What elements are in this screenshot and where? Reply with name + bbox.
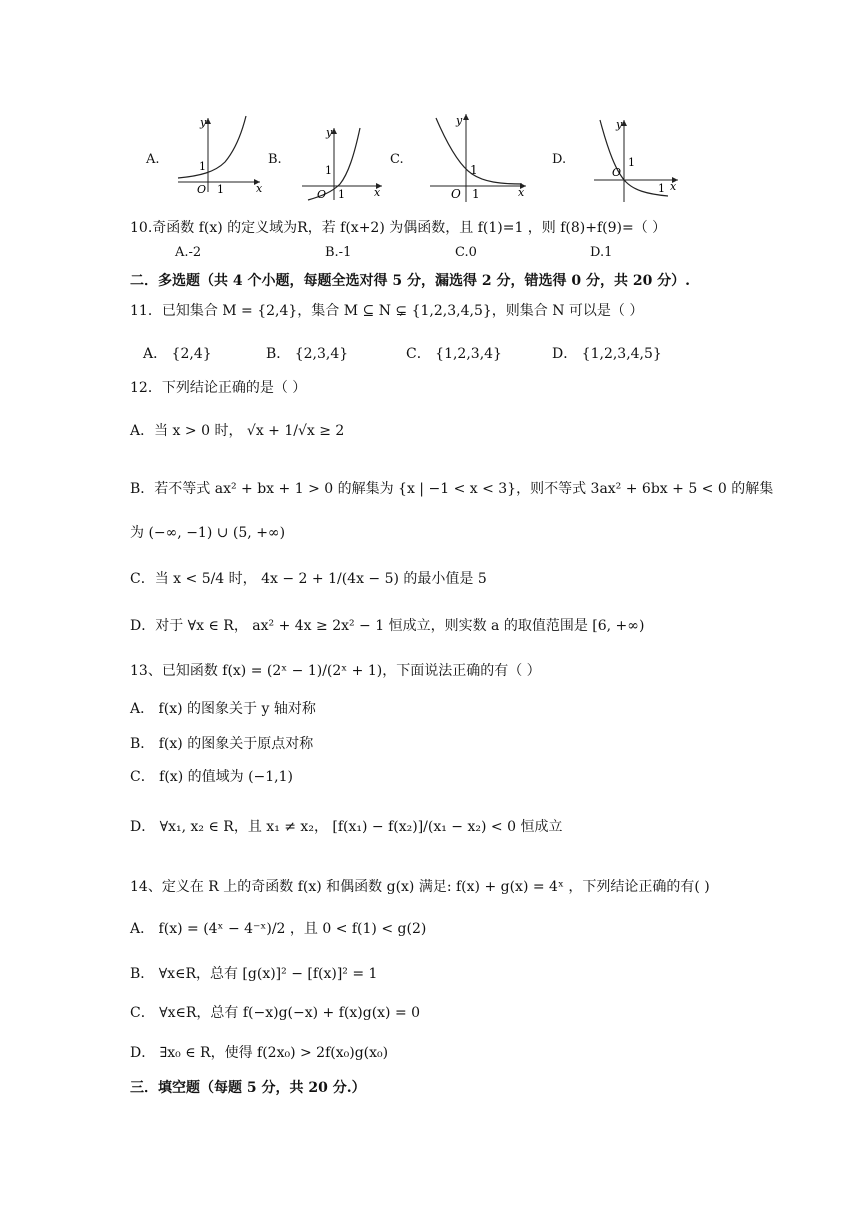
graph-c-tick-x: 1 [472, 187, 480, 201]
graph-a-origin: O [197, 183, 207, 194]
graph-b-x-label: x [374, 186, 381, 199]
graph-option-a [170, 112, 265, 194]
graph-option-b-label: B. [268, 152, 282, 167]
q14-option-c: C． ∀x∈R，总有 f(−x)g(−x) + f(x)g(x) = 0 [130, 1005, 421, 1021]
q12-option-b-line2: 为 (−∞, −1) ∪ (5, +∞) [130, 525, 286, 541]
q10-option-a: A.-2 [175, 245, 202, 260]
q13-option-a: A． f(x) 的图象关于 y 轴对称 [130, 701, 316, 717]
graph-c-y-label: y [456, 114, 463, 127]
q10-option-d: D.1 [590, 245, 613, 260]
q14-option-d: D． ∃x₀ ∈ R，使得 f(2x₀) > 2f(x₀)g(x₀) [130, 1045, 389, 1061]
graph-option-d [590, 114, 682, 206]
graph-b-tick-x: 1 [338, 188, 345, 201]
graph-option-a-label: A. [146, 152, 160, 167]
graph-c-tick-y: 1 [470, 163, 478, 177]
q10-option-b: B.-1 [325, 245, 352, 260]
graph-d-origin: O [612, 166, 622, 179]
graph-d-x-label: x [670, 180, 677, 193]
q12-option-d: D．对于 ∀x ∈ R， ax² + 4x ≥ 2x² − 1 恒成立，则实数 a 的取值范围是 [6, +∞) [130, 618, 645, 634]
q11-option-b: B． {2,3,4} [266, 346, 349, 362]
graph-a-x-label: x [256, 182, 263, 194]
q11-option-a: A． {2,4} [143, 346, 212, 362]
graph-a-tick-x: 1 [217, 183, 224, 194]
q12-option-a: A．当 x > 0 时， √x + 1/√x ≥ 2 [130, 423, 345, 439]
graph-d-y-label: y [616, 118, 623, 131]
q13-option-b: B． f(x) 的图象关于原点对称 [130, 736, 314, 752]
q12-stem: 12．下列结论正确的是（ ） [130, 380, 307, 396]
q13-option-c: C． f(x) 的值域为 (−1,1) [130, 769, 293, 785]
graph-c-origin: O [451, 187, 461, 201]
q12-option-b-line1: B．若不等式 ax² + bx + 1 > 0 的解集为 {x | −1 < x < 3}，则不等式 3ax² + 6bx + 5 < 0 的解集 [130, 481, 774, 497]
graph-option-c-label: C. [390, 152, 404, 167]
graph-option-b [296, 122, 386, 204]
q14-option-a: A． f(x) = (4ˣ − 4⁻ˣ)/2 ，且 0 < f(1) < g(2) [130, 921, 427, 937]
graph-d-tick-x: 1 [658, 182, 665, 195]
q14-stem: 14、定义在 R 上的奇函数 f(x) 和偶函数 g(x) 满足: f(x) + g(x) = 4ˣ ，下列结论正确的有( ) [130, 879, 710, 895]
q11-option-d: D． {1,2,3,4,5} [552, 346, 662, 362]
graph-d-tick-y: 1 [628, 156, 635, 169]
q10-option-c: C.0 [455, 245, 477, 260]
graph-b-y-label: y [326, 126, 333, 139]
graph-a-y-label: y [200, 116, 207, 129]
q10-stem: 10.奇函数 f(x) 的定义域为R，若 f(x+2) 为偶函数，且 f(1)=1 ，则 f(8)+f(9)=（ ） [130, 220, 667, 236]
graph-b-origin: O [317, 188, 327, 201]
graph-c-x-label: x [518, 186, 525, 199]
graph-b-tick-y: 1 [325, 164, 332, 177]
q12-option-c: C．当 x < 5/4 时， 4x − 2 + 1/(4x − 5) 的最小值是 5 [130, 571, 487, 587]
q11-stem: 11．已知集合 M = {2,4}，集合 M ⊆ N ⊊ {1,2,3,4,5}，则集合 N 可以是（ ） [130, 303, 644, 319]
q14-option-b: B． ∀x∈R，总有 [g(x)]² − [f(x)]² = 1 [130, 966, 378, 982]
q13-option-d: D． ∀x₁, x₂ ∈ R，且 x₁ ≠ x₂， [f(x₁) − f(x₂)]/(x₁ − x₂) < 0 恒成立 [130, 819, 563, 835]
q13-stem: 13、已知函数 f(x) = (2ˣ − 1)/(2ˣ + 1)，下面说法正确的有（ ） [130, 663, 541, 679]
section-2-heading: 二．多选题（共 4 个小题，每题全选对得 5 分，漏选得 2 分，错选得 0 分，共 20 分）. [130, 273, 691, 289]
graph-a-tick-y: 1 [199, 160, 206, 173]
section-3-heading: 三．填空题（每题 5 分，共 20 分.） [130, 1080, 366, 1096]
graph-option-d-label: D. [552, 152, 567, 167]
graph-option-c [426, 110, 530, 206]
q11-option-c: C． {1,2,3,4} [406, 346, 502, 362]
